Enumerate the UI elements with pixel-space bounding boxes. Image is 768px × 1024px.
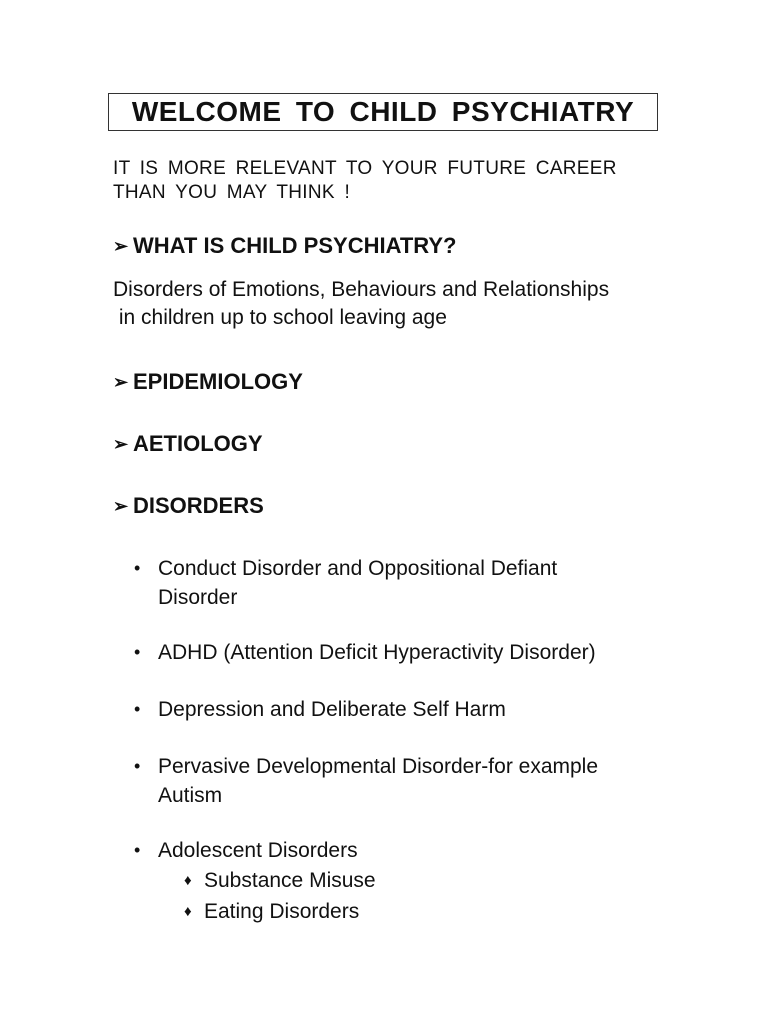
section-heading-label: WHAT IS CHILD PSYCHIATRY? <box>133 233 457 258</box>
list-item-text: ADHD (Attention Deficit Hyperactivity Disorder) <box>158 641 596 664</box>
page-title: WELCOME TO CHILD PSYCHIATRY <box>131 96 635 127</box>
intro-line-2: THAN YOU MAY THINK ! <box>113 182 351 203</box>
definition-text <box>113 276 609 332</box>
section-heading-label: DISORDERS <box>133 493 264 518</box>
list-item-text: Depression and Deliberate Self Harm <box>158 698 506 721</box>
bullet-icon: • <box>134 840 141 860</box>
intro-line-1: IT IS MORE RELEVANT TO YOUR FUTURE CAREER <box>113 158 617 179</box>
section-heading-aetiology <box>113 431 263 457</box>
bullet-icon: • <box>134 756 141 776</box>
sub-item-substance-misuse <box>184 866 376 895</box>
definition-line-1: Disorders of Emotions, Behaviours and Relationships <box>113 278 610 301</box>
diamond-bullet-icon: ♦ <box>184 903 192 920</box>
bullet-icon: • <box>134 642 141 662</box>
arrow-bullet-icon: ➢ <box>113 371 129 392</box>
arrow-bullet-icon: ➢ <box>113 495 129 516</box>
list-item-conduct-disorder <box>134 554 557 612</box>
list-item-adolescent-disorders <box>134 836 358 865</box>
definition-line-2: in children up to school leaving age <box>113 306 447 329</box>
sub-item-eating-disorders <box>184 897 359 926</box>
section-heading-label: AETIOLOGY <box>133 431 263 456</box>
list-item-line-1: Pervasive Developmental Disorder-for example <box>158 755 599 778</box>
section-heading-disorders <box>113 493 264 519</box>
sub-item-text: Substance Misuse <box>204 869 376 892</box>
arrow-bullet-icon: ➢ <box>113 433 129 454</box>
section-heading-label: EPIDEMIOLOGY <box>133 369 303 394</box>
list-item-adhd <box>134 638 596 667</box>
list-item-text: Adolescent Disorders <box>158 839 358 862</box>
list-item-line-2: Autism <box>158 784 223 807</box>
list-item-text <box>158 752 598 810</box>
diamond-bullet-icon: ♦ <box>184 872 192 889</box>
intro-text <box>113 157 617 205</box>
list-item-text <box>158 554 557 612</box>
list-item-line-2: Disorder <box>158 586 238 609</box>
arrow-bullet-icon: ➢ <box>113 235 129 256</box>
sub-item-text: Eating Disorders <box>204 900 360 923</box>
bullet-icon: • <box>134 558 141 578</box>
list-item-line-1: Conduct Disorder and Oppositional Defiant <box>158 557 558 580</box>
section-heading-what-is <box>113 233 456 259</box>
list-item-pervasive-developmental <box>134 752 598 810</box>
title-box <box>108 93 658 131</box>
bullet-icon: • <box>134 699 141 719</box>
list-item-depression <box>134 695 506 724</box>
section-heading-epidemiology <box>113 369 303 395</box>
